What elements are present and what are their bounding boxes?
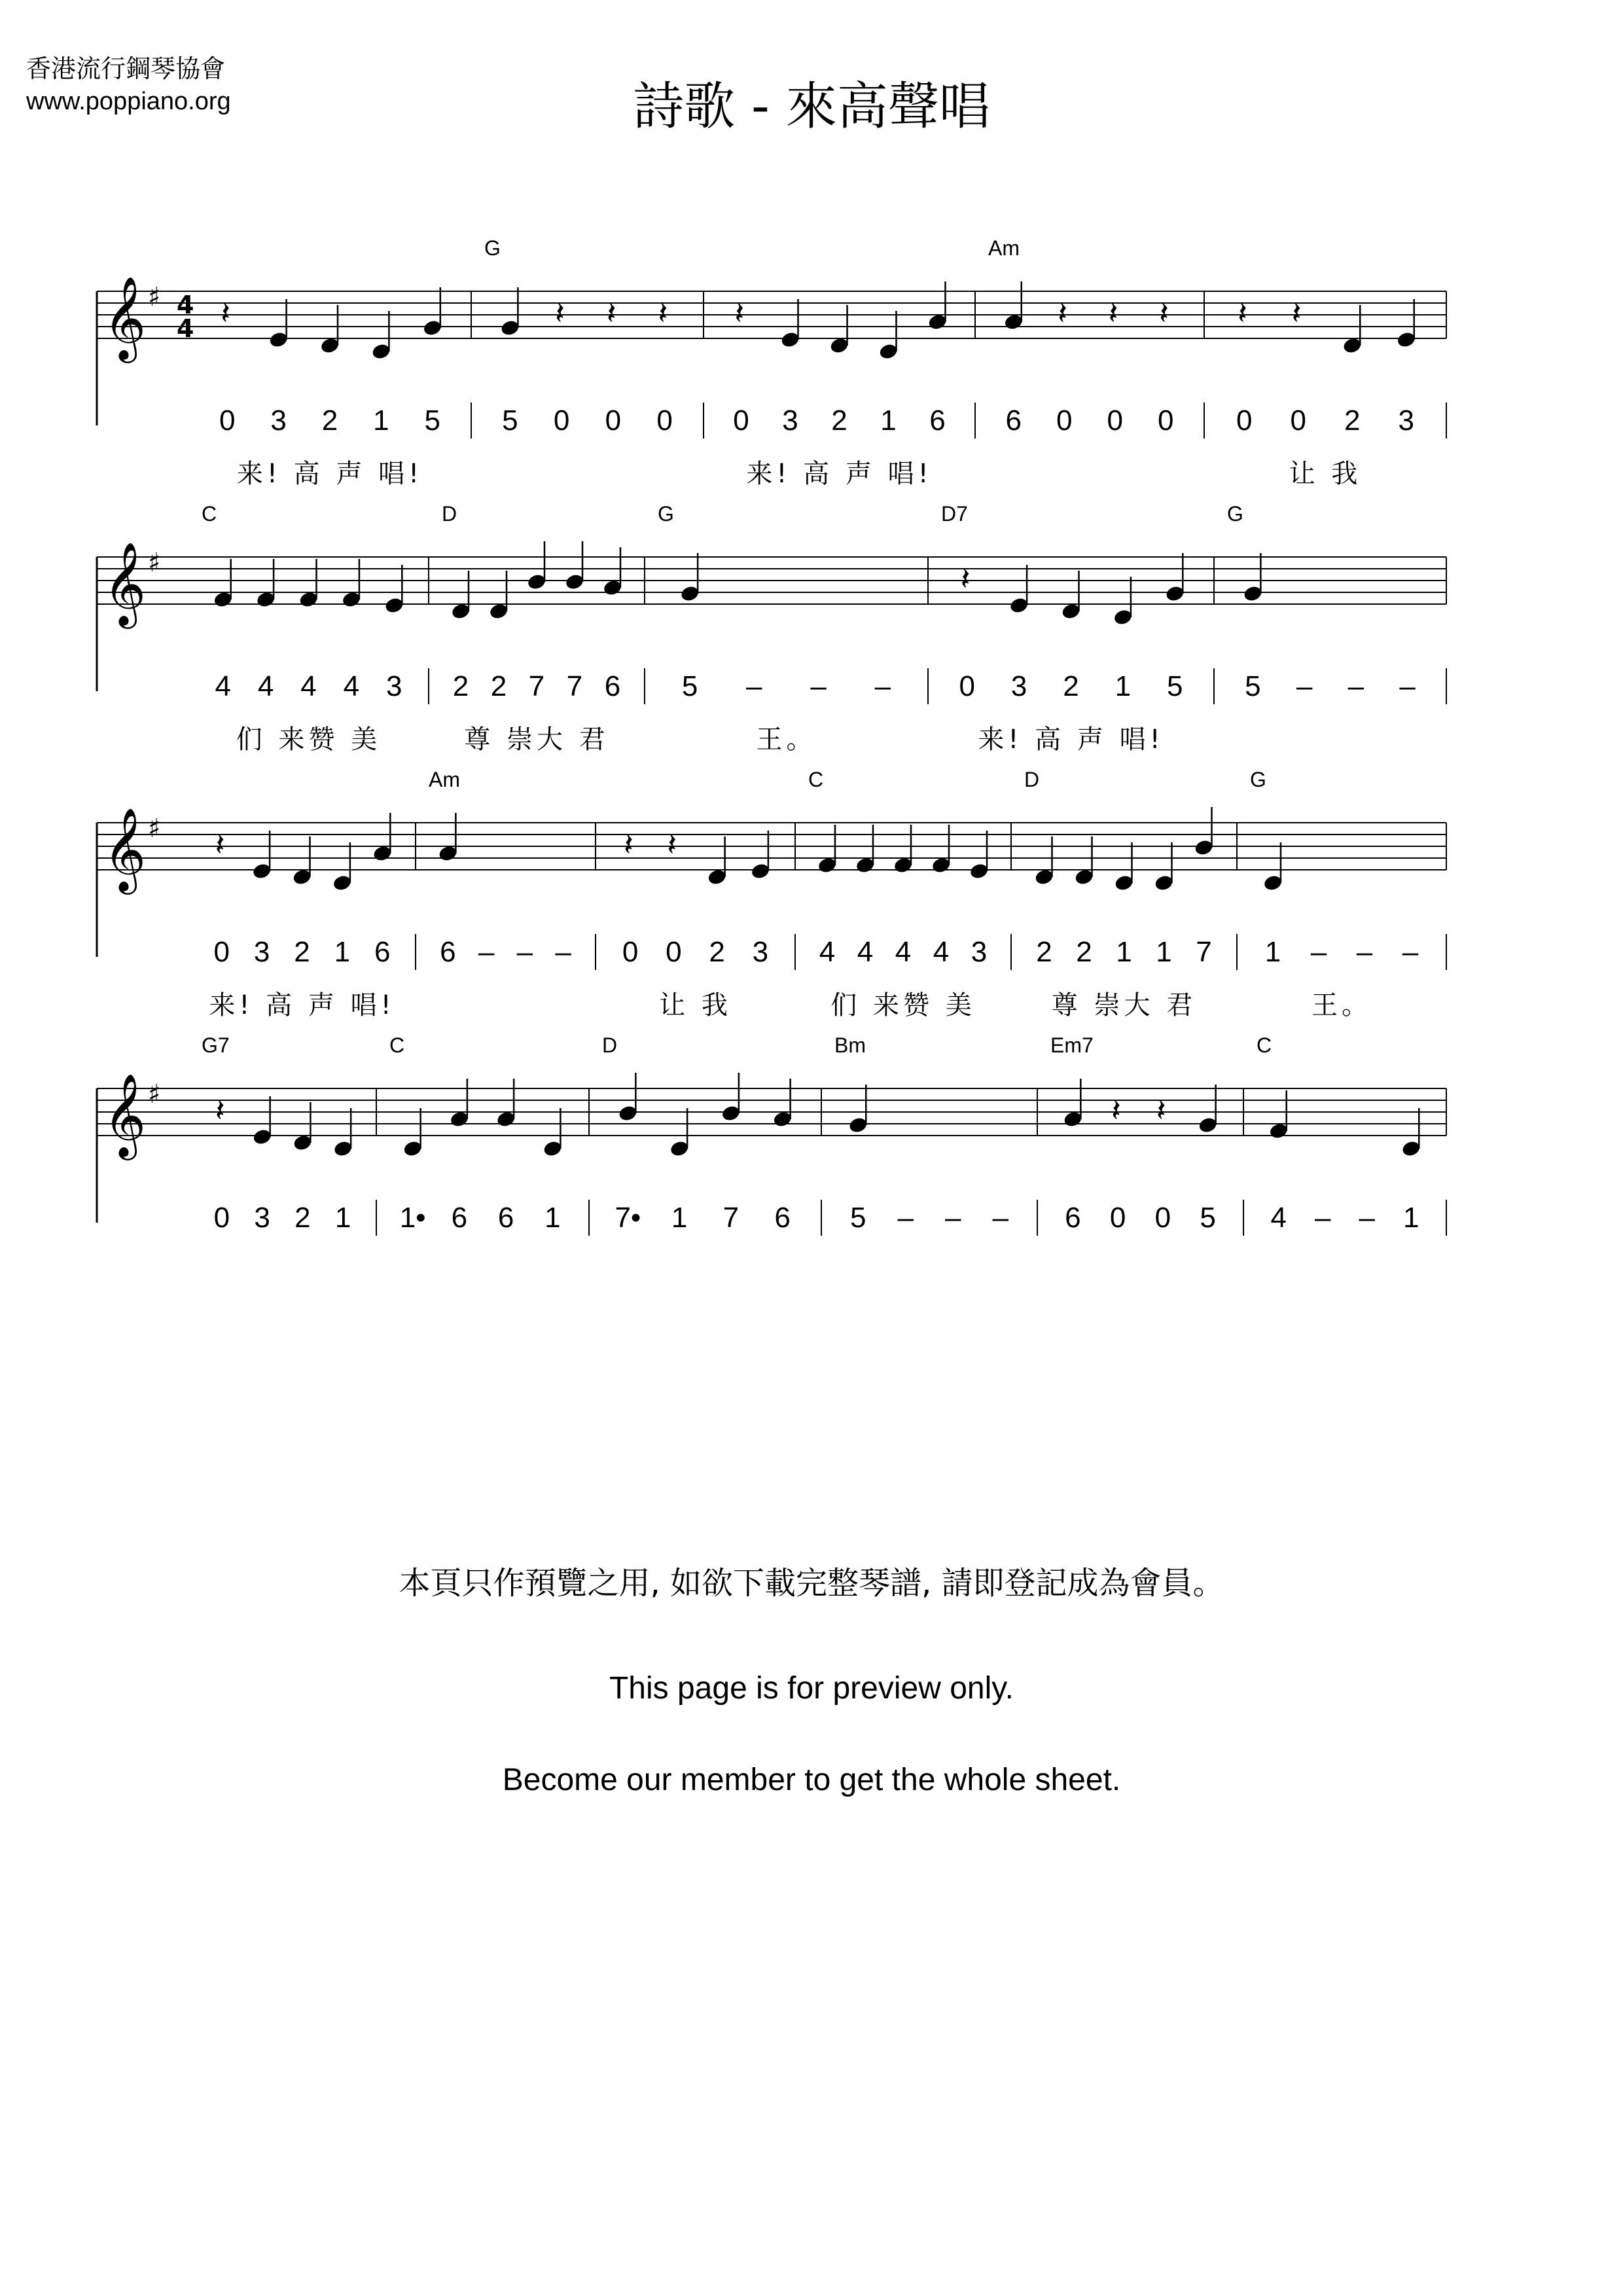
lyric-line: 来! 高 声 唱!: [746, 459, 933, 489]
jianpu-digit: 3: [1010, 670, 1027, 702]
jianpu-digit: –: [1347, 670, 1364, 702]
rest-icon: 𝄽: [606, 295, 616, 332]
jianpu-digit: 4: [257, 670, 274, 702]
time-signature-top: 4: [177, 291, 194, 319]
lyric-line: 来! 高 声 唱!: [978, 725, 1164, 755]
jianpu-digit: 4: [215, 670, 231, 702]
jianpu-digit: 3: [270, 404, 287, 437]
jianpu-digit: 5: [1167, 670, 1183, 702]
jianpu-digit: 2: [294, 1202, 311, 1234]
jianpu-digit: 3: [253, 936, 270, 968]
jianpu-digit: 7: [566, 670, 583, 702]
jianpu-digit: –: [1402, 936, 1419, 968]
jianpu-digit: 6: [1065, 1202, 1081, 1234]
jianpu-digit: 6: [1005, 404, 1022, 437]
jianpu-digit: 1: [1116, 936, 1132, 968]
chord-symbol: G7: [202, 1033, 230, 1057]
jianpu-digit: 1: [880, 404, 897, 437]
jianpu-digit: 0: [666, 936, 682, 968]
chord-symbol: C: [389, 1033, 405, 1057]
rest-icon: 𝄽: [658, 295, 668, 332]
staff-system: [97, 236, 1446, 489]
rest-icon: 𝄽: [1108, 295, 1118, 332]
rest-icon: 𝄽: [1156, 1092, 1166, 1129]
preview-notice-english-2: Become our member to get the whole sheet.: [502, 1763, 1121, 1797]
jianpu-digit: –: [1310, 936, 1327, 968]
jianpu-digit: 7: [1196, 936, 1212, 968]
jianpu-digit: 2: [1076, 936, 1092, 968]
jianpu-digit: 2: [831, 404, 847, 437]
jianpu-digit: 0: [1158, 404, 1174, 437]
jianpu-digit: 7: [528, 670, 545, 702]
jianpu-digit: 2: [1036, 936, 1052, 968]
jianpu-digit: 0: [213, 936, 230, 968]
chord-symbol: G: [484, 236, 501, 260]
chord-symbol: Am: [988, 236, 1020, 260]
staff-system: [97, 768, 1446, 1020]
jianpu-digit: 7: [722, 1202, 740, 1234]
jianpu-digit: 4: [343, 670, 360, 702]
rest-icon: 𝄽: [1238, 295, 1247, 332]
lyric-line: 王。: [756, 725, 817, 755]
jianpu-digit: 1: [1115, 670, 1132, 702]
chord-symbol: C: [1257, 1033, 1272, 1057]
jianpu-digit: 0: [959, 670, 975, 702]
jianpu-digit: 6: [374, 936, 391, 968]
jianpu-digit: 0: [219, 404, 236, 437]
treble-clef-icon: 𝄞: [103, 807, 147, 891]
chord-symbol: C: [808, 768, 824, 791]
chord-symbol: D7: [941, 502, 968, 526]
jianpu-digit: 0: [553, 404, 570, 437]
rest-icon: 𝄽: [215, 827, 225, 863]
jianpu-digit: 1: [373, 404, 389, 437]
jianpu-digit: 0: [213, 1202, 230, 1234]
chord-symbol: C: [202, 502, 217, 526]
jianpu-digit: 1•: [399, 1202, 426, 1234]
chord-symbol: D: [442, 502, 457, 526]
jianpu-digit: 0: [605, 404, 622, 437]
lyric-line: 尊 崇大 君: [464, 725, 609, 755]
chord-symbol: D: [1024, 768, 1040, 791]
lyric-line: 王。: [1311, 990, 1372, 1020]
jianpu-digit: –: [746, 670, 762, 702]
rest-icon: 𝄽: [734, 295, 745, 332]
jianpu-digit: 3: [386, 670, 402, 702]
time-signature-bottom: 4: [177, 314, 194, 343]
jianpu-digit: –: [1315, 1202, 1331, 1234]
jianpu-digit: 4: [895, 936, 912, 968]
lyric-line: 们 来赞 美: [830, 990, 976, 1020]
jianpu-digit: –: [555, 936, 571, 968]
jianpu-digit: 4: [857, 936, 874, 968]
jianpu-digit: –: [992, 1202, 1008, 1234]
jianpu-digit: 5: [424, 404, 441, 437]
jianpu-digit: 5: [502, 404, 518, 437]
jianpu-digit: –: [945, 1202, 961, 1234]
rest-icon: 𝄽: [1159, 295, 1169, 332]
jianpu-digit: 0: [1236, 404, 1253, 437]
jianpu-digit: 6: [604, 670, 621, 702]
chord-symbol: D: [602, 1033, 618, 1057]
jianpu-digit: 2: [452, 670, 469, 702]
jianpu-digit: 0: [656, 404, 673, 437]
rest-icon: 𝄽: [221, 295, 230, 332]
jianpu-digit: 7•: [615, 1202, 641, 1234]
jianpu-digit: 1: [334, 936, 351, 968]
jianpu-digit: 6: [774, 1202, 791, 1234]
jianpu-digit: 4: [933, 936, 950, 968]
sharp-key-signature-icon: ♯: [148, 814, 161, 844]
jianpu-digit: 0: [1056, 404, 1073, 437]
jianpu-digit: 1: [671, 1202, 688, 1234]
jianpu-digit: 1: [1403, 1202, 1419, 1234]
jianpu-digit: 6: [440, 936, 456, 968]
lyric-line: 来! 高 声 唱!: [236, 459, 423, 489]
jianpu-digit: 1: [334, 1202, 351, 1234]
jianpu-digit: 6: [929, 404, 946, 437]
jianpu-digit: –: [1359, 1202, 1375, 1234]
chord-symbol: Am: [429, 768, 460, 791]
jianpu-digit: 4: [1270, 1202, 1287, 1234]
jianpu-digit: 3: [752, 936, 769, 968]
lyric-line: 让 我: [1289, 459, 1362, 489]
preview-notice-chinese: 本頁只作預覽之用, 如欲下載完整琴譜, 請即登記成為會員。: [399, 1565, 1224, 1602]
jianpu-digit: 0: [733, 404, 749, 437]
jianpu-digit: 3: [1398, 404, 1414, 437]
sharp-key-signature-icon: ♯: [148, 1079, 161, 1109]
rest-icon: 𝄽: [1111, 1092, 1121, 1129]
jianpu-digit: 0: [1109, 1202, 1126, 1234]
website-url[interactable]: www.poppiano.org: [26, 88, 231, 115]
treble-clef-icon: 𝄞: [103, 276, 147, 359]
jianpu-digit: 5: [681, 670, 698, 702]
jianpu-digit: 5: [1200, 1202, 1216, 1234]
jianpu-digit: 1: [1156, 936, 1172, 968]
jianpu-digit: 6: [451, 1202, 468, 1234]
jianpu-digit: 5: [850, 1202, 866, 1234]
rest-icon: 𝄽: [960, 561, 971, 598]
jianpu-digit: 3: [254, 1202, 270, 1234]
organization-name: 香港流行鋼琴協會: [26, 54, 226, 83]
jianpu-digit: 6: [497, 1202, 514, 1234]
jianpu-digit: 2: [490, 670, 507, 702]
jianpu-digit: –: [897, 1202, 914, 1234]
jianpu-digit: –: [874, 670, 891, 702]
jianpu-digit: 4: [300, 670, 317, 702]
lyric-line: 们 来赞 美: [236, 725, 382, 755]
chord-symbol: G: [1227, 502, 1243, 526]
jianpu-digit: 1: [544, 1202, 561, 1234]
jianpu-digit: 4: [819, 936, 836, 968]
chord-symbol: G: [658, 502, 674, 526]
jianpu-digit: 1: [1264, 936, 1281, 968]
jianpu-digit: –: [1356, 936, 1373, 968]
jianpu-digit: 2: [321, 404, 338, 437]
rest-icon: 𝄽: [1058, 295, 1067, 332]
rest-icon: 𝄽: [555, 295, 565, 332]
jianpu-digit: 0: [1290, 404, 1306, 437]
jianpu-digit: 2: [1344, 404, 1361, 437]
jianpu-digit: –: [478, 936, 495, 968]
rest-icon: 𝄽: [624, 827, 633, 863]
chord-symbol: Em7: [1050, 1033, 1094, 1057]
jianpu-digit: 5: [1245, 670, 1261, 702]
jianpu-digit: –: [1296, 670, 1313, 702]
jianpu-digit: 0: [622, 936, 639, 968]
song-title: 詩歌 - 來高聲唱: [633, 77, 990, 136]
lyric-line: 来! 高 声 唱!: [209, 990, 395, 1020]
jianpu-digit: 0: [1107, 404, 1123, 437]
chord-symbol: G: [1250, 768, 1266, 791]
chord-symbol: Bm: [834, 1033, 866, 1057]
jianpu-digit: 0: [1154, 1202, 1171, 1234]
jianpu-digit: –: [810, 670, 827, 702]
treble-clef-icon: 𝄞: [103, 541, 147, 625]
jianpu-digit: 3: [971, 936, 988, 968]
jianpu-digit: 3: [782, 404, 798, 437]
preview-notice-english-1: This page is for preview only.: [609, 1671, 1014, 1706]
staff-system: [97, 502, 1446, 755]
jianpu-digit: 2: [709, 936, 725, 968]
treble-clef-icon: 𝄞: [103, 1073, 147, 1157]
lyric-line: 让 我: [659, 990, 732, 1020]
jianpu-digit: 2: [1063, 670, 1079, 702]
jianpu-digit: –: [1399, 670, 1416, 702]
rest-icon: 𝄽: [215, 1092, 225, 1129]
staff-system: [97, 1033, 1446, 1236]
jianpu-digit: 2: [294, 936, 310, 968]
jianpu-digit: –: [516, 936, 533, 968]
sharp-key-signature-icon: ♯: [148, 282, 161, 312]
rest-icon: 𝄽: [1291, 295, 1302, 332]
sharp-key-signature-icon: ♯: [148, 548, 161, 578]
lyric-line: 尊 崇大 君: [1051, 990, 1197, 1020]
rest-icon: 𝄽: [667, 827, 677, 863]
